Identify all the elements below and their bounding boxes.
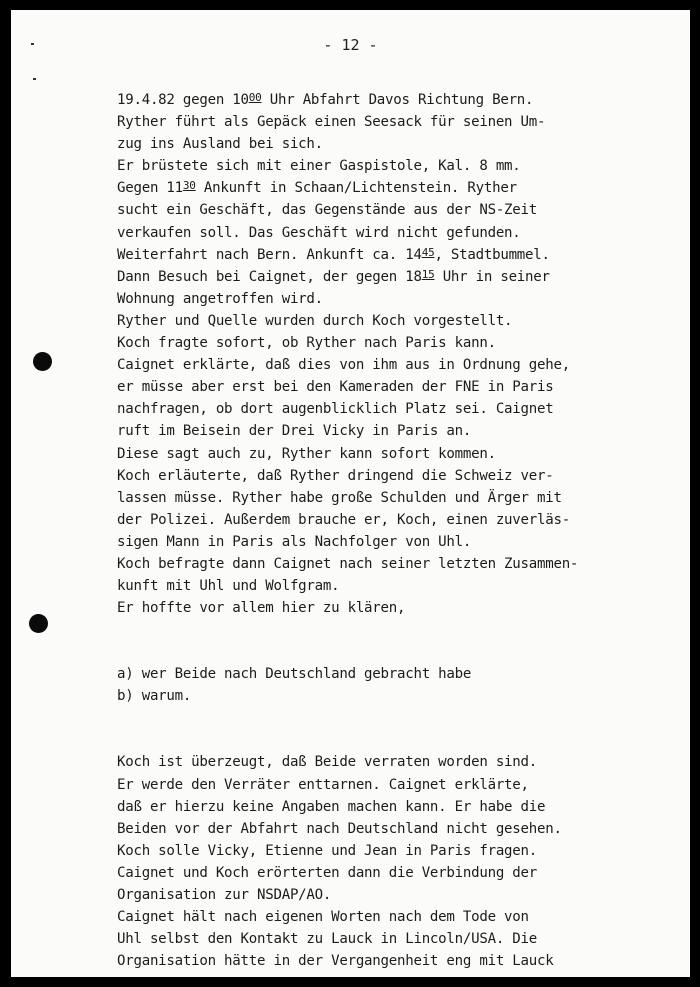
line-text: Wohnung angetroffen wird. <box>117 290 323 307</box>
line-text: Organisation hätte in der Vergangenheit eng mit Lauck <box>117 953 554 970</box>
paragraph-gap <box>117 729 677 751</box>
page-number: - 12 - <box>323 36 378 54</box>
line-text-continued: , Stadtbummel. <box>434 246 550 263</box>
text-line <box>117 840 677 862</box>
text-line <box>117 575 677 597</box>
line-text: Diese sagt auch zu, Ryther kann sofort kommen. <box>117 445 496 462</box>
line-text: kunft mit Uhl und Wolfgram. <box>117 578 340 595</box>
text-line <box>117 111 677 133</box>
text-line <box>117 398 677 420</box>
text-line <box>117 420 677 442</box>
line-text: ruft im Beisein der Drei Vicky in Paris an. <box>117 423 472 440</box>
line-text: Koch erläuterte, daß Ryther dringend die Schweiz ver- <box>117 467 554 484</box>
text-line <box>117 950 677 972</box>
line-text: Uhl selbst den Kontakt zu Lauck in Lincoln/USA. Die <box>117 931 537 948</box>
time-minutes-superscript: 15 <box>421 267 435 281</box>
scan-speck <box>33 78 36 80</box>
line-text: Caignet erklärte, daß dies von ihm aus in Ordnung gehe, <box>117 357 570 374</box>
text-line <box>117 818 677 840</box>
line-text: verkaufen soll. Das Geschäft wird nicht gefunden. <box>117 224 521 241</box>
line-text: sigen Mann in Paris als Nachfolger von Uhl. <box>117 533 472 550</box>
line-text: a) wer Beide nach Deutschland gebracht habe <box>117 666 472 683</box>
line-text: Ryther und Quelle wurden durch Koch vorgestellt. <box>117 312 513 329</box>
punch-hole <box>33 352 52 371</box>
text-line <box>117 597 677 619</box>
line-text: Beiden vor der Abfahrt nach Deutschland nicht gesehen. <box>117 820 562 837</box>
line-text: nachfragen, ob dort augenblicklich Platz sei. Caignet <box>117 401 554 418</box>
line-text: daß er hierzu keine Angaben machen kann. Er habe die <box>117 798 546 815</box>
paragraph-gap <box>117 707 677 729</box>
line-text: der Polizei. Außerdem brauche er, Koch, einen zuverläs- <box>117 511 570 528</box>
line-text: sucht ein Geschäft, das Gegenstände aus der NS-Zeit <box>117 202 537 219</box>
line-text: Er werde den Verräter enttarnen. Caignet erklärte, <box>117 776 529 793</box>
line-text: Gegen 11 <box>117 180 183 197</box>
line-text: Koch befragte dann Caignet nach seiner letzten Zusammen- <box>117 555 579 572</box>
line-text: Dann Besuch bei Caignet, der gegen 18 <box>117 268 422 285</box>
text-line <box>117 288 677 310</box>
text-line <box>117 133 677 155</box>
text-line <box>117 465 677 487</box>
line-text: Caignet hält nach eigenen Worten nach dem Tode von <box>117 909 529 926</box>
text-line <box>117 376 677 398</box>
line-text: b) warum. <box>117 688 192 705</box>
line-text: Koch ist überzeugt, daß Beide verraten worden sind. <box>117 754 537 771</box>
line-text: lassen müsse. Ryther habe große Schulden und Ärger mit <box>117 489 562 506</box>
text-line <box>117 222 677 244</box>
line-text: 19.4.82 gegen 10 <box>117 92 249 108</box>
line-text: Er brüstete sich mit einer Gaspistole, Kal. 8 mm. <box>117 158 521 175</box>
line-text: er müsse aber erst bei den Kameraden der FNE in Paris <box>117 379 554 396</box>
time-minutes-superscript: 30 <box>182 179 196 193</box>
scan-speck <box>31 43 34 45</box>
text-line <box>117 177 677 199</box>
text-line <box>117 244 677 266</box>
text-line <box>117 884 677 906</box>
line-text-continued: Uhr Abfahrt Davos Richtung Bern. <box>261 92 534 108</box>
text-line <box>117 663 677 685</box>
text-line <box>117 509 677 531</box>
line-text: Caignet und Koch erörterten dann die Verbindung der <box>117 864 537 881</box>
line-text: Er hoffte vor allem hier zu klären, <box>117 600 406 617</box>
document-page <box>11 10 690 977</box>
time-minutes-superscript: 45 <box>421 245 435 259</box>
text-line <box>117 906 677 928</box>
text-line <box>117 531 677 553</box>
line-text: Weiterfahrt nach Bern. Ankunft ca. 14 <box>117 246 422 263</box>
text-line <box>117 553 677 575</box>
time-minutes-superscript: 00 <box>248 91 262 104</box>
line-text: Organisation zur NSDAP/AO. <box>117 887 332 903</box>
text-line <box>117 487 677 509</box>
line-text: zug ins Ausland bei sich. <box>117 136 323 153</box>
text-line <box>117 266 677 288</box>
punch-hole <box>29 614 48 633</box>
text-line <box>117 199 677 221</box>
text-line <box>117 443 677 465</box>
text-line <box>117 332 677 354</box>
text-line <box>117 928 677 950</box>
text-line <box>117 751 677 773</box>
text-line <box>117 155 677 177</box>
line-text: Koch fragte sofort, ob Ryther nach Paris kann. <box>117 335 496 352</box>
text-line <box>117 89 677 111</box>
text-line <box>117 354 677 376</box>
text-line <box>117 774 677 796</box>
line-text-continued: Uhr in seiner <box>434 268 550 285</box>
text-line <box>117 796 677 818</box>
line-text: Ryther führt als Gepäck einen Seesack für seinen Um- <box>117 114 546 131</box>
text-line <box>117 685 677 707</box>
paragraph-gap <box>117 619 677 641</box>
line-text-continued: Ankunft in Schaan/Lichtenstein. Ryther <box>195 180 517 197</box>
paragraph-gap <box>117 641 677 663</box>
typed-body-text <box>117 89 677 972</box>
line-text: Koch solle Vicky, Etienne und Jean in Paris fragen. <box>117 842 537 859</box>
text-line <box>117 310 677 332</box>
text-line <box>117 862 677 884</box>
